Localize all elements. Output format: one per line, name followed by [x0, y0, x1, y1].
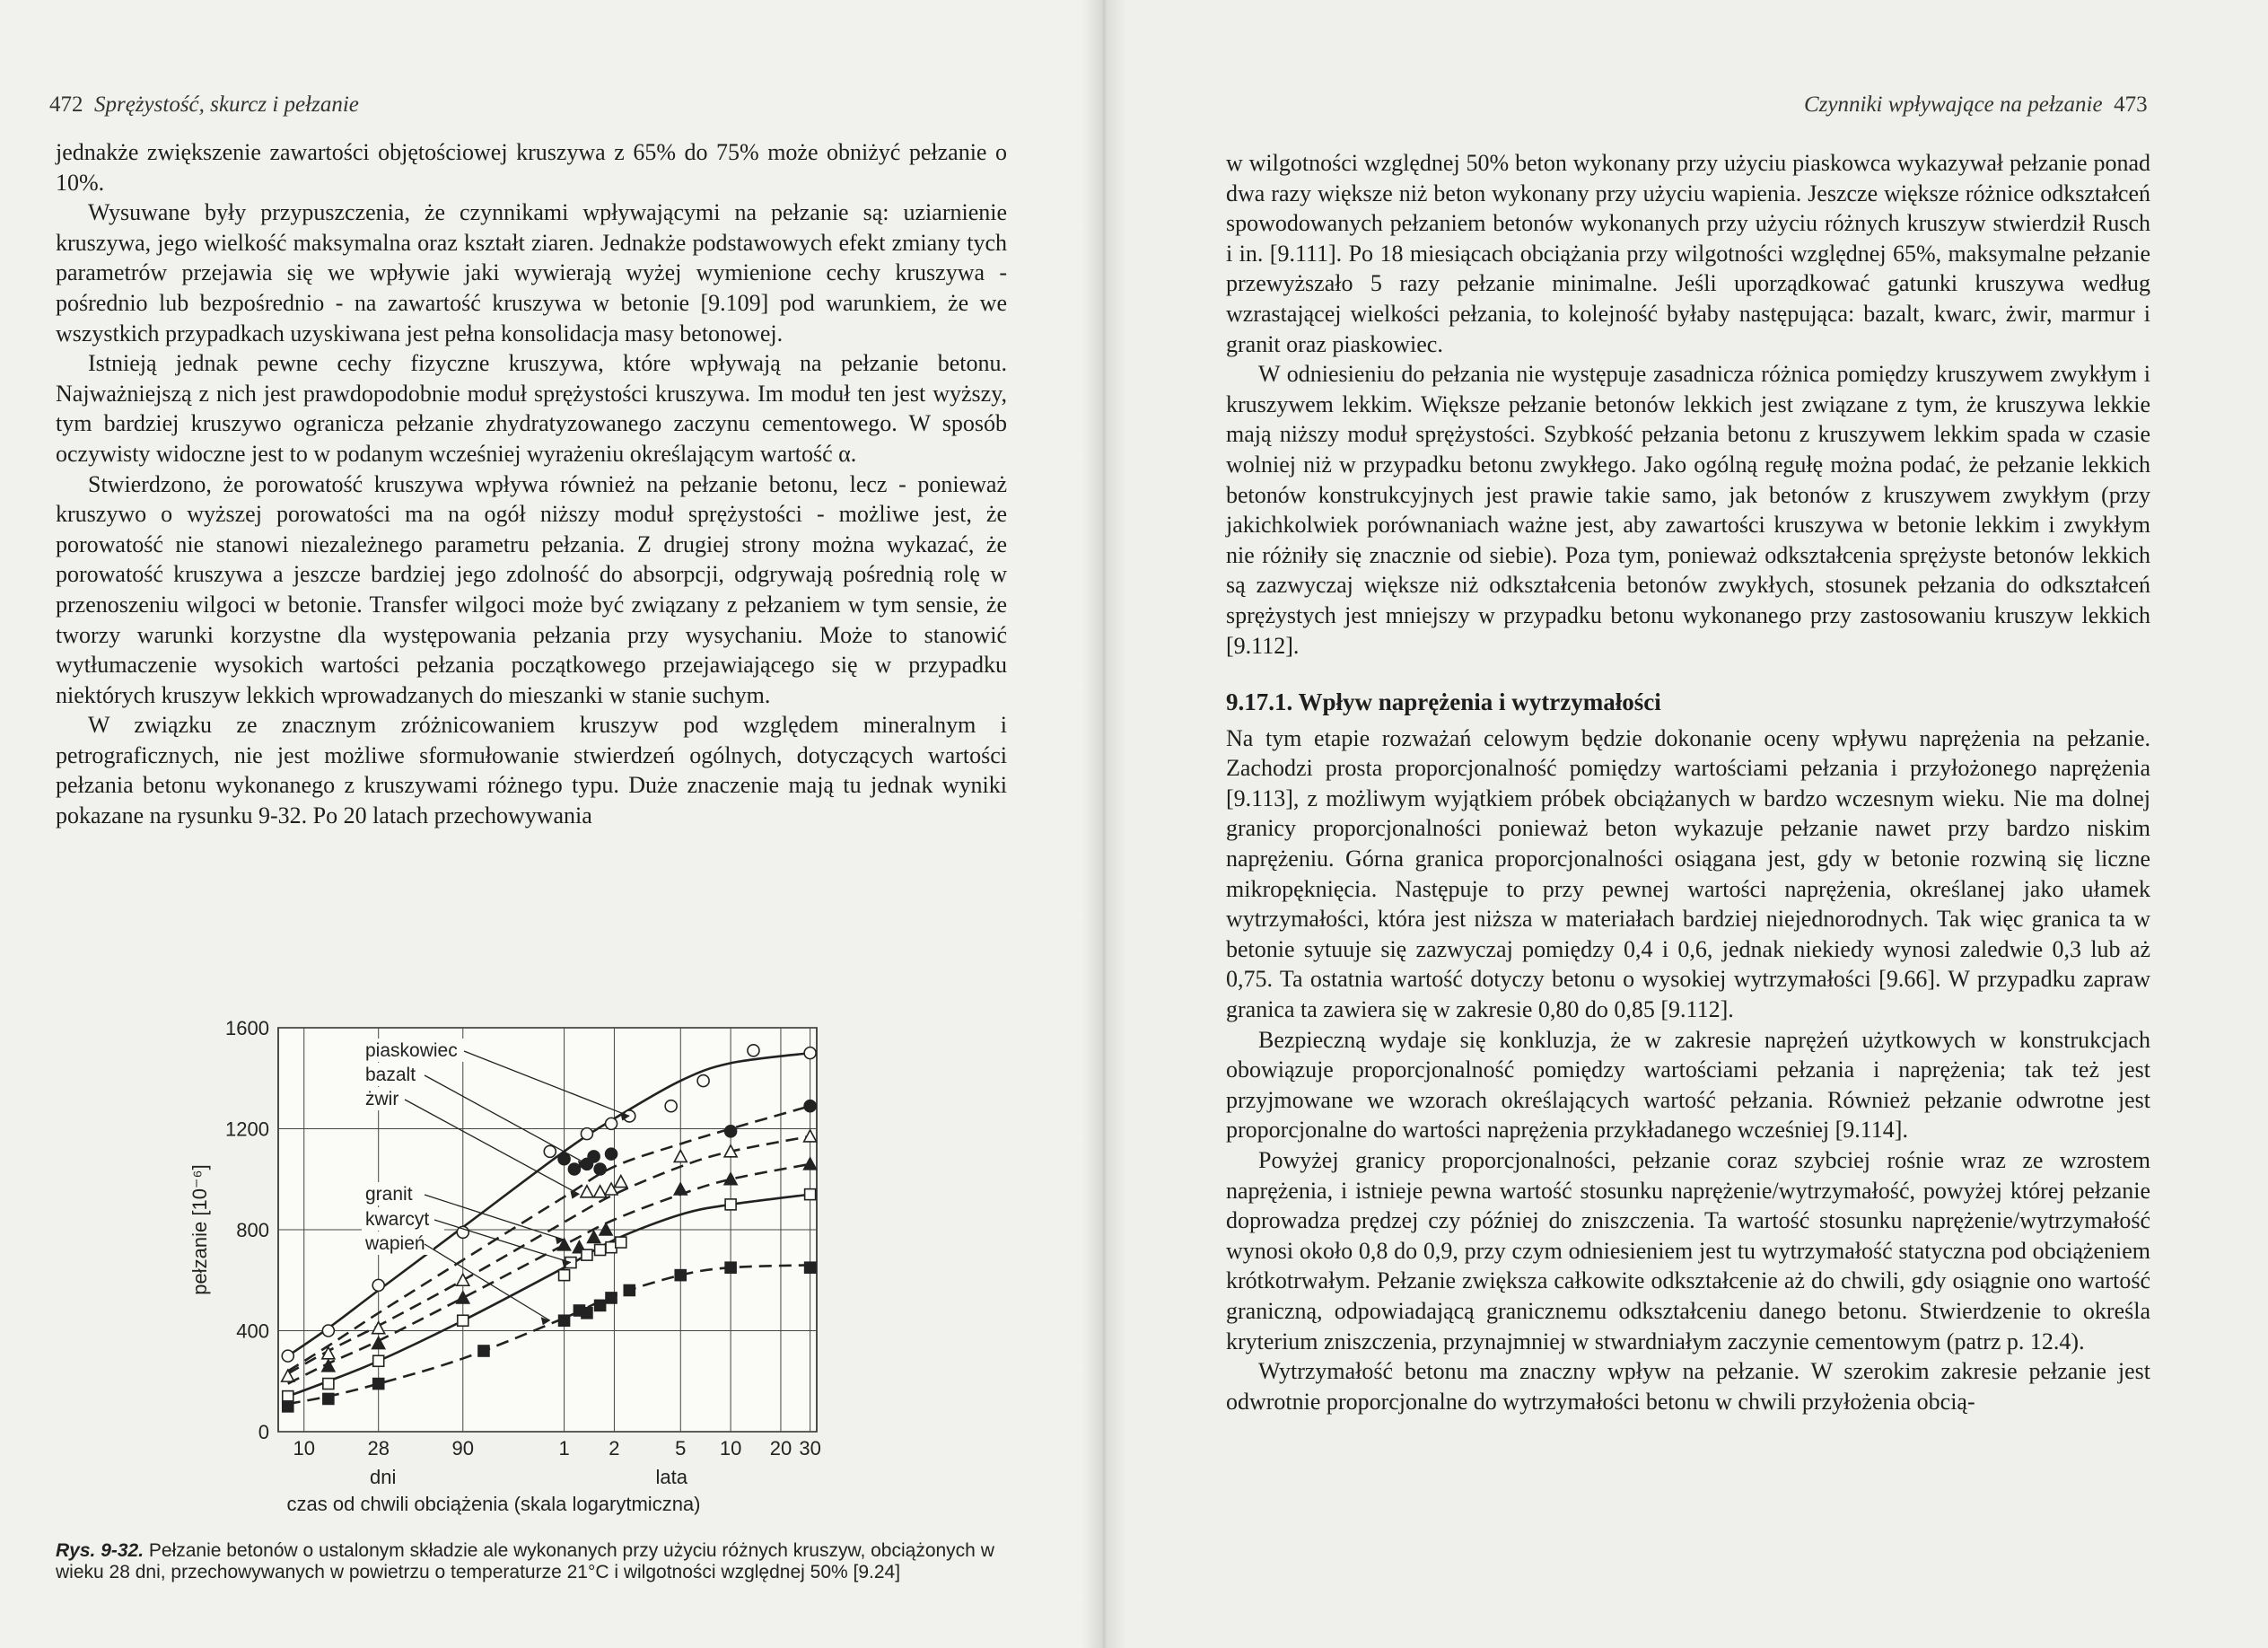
y-tick-label: 1600: [225, 1017, 269, 1039]
data-point-kwarcyt: [582, 1249, 592, 1260]
data-point-kwarcyt: [595, 1245, 606, 1256]
data-point-kwarcyt: [559, 1270, 570, 1281]
right-page: [1104, 0, 2268, 1648]
left-header-title: Sprężystość, skurcz i pełzanie: [94, 92, 359, 117]
data-point-piaskowiec: [581, 1128, 592, 1140]
data-point-bazalt: [594, 1163, 606, 1175]
legend-label-granit: granit: [365, 1184, 413, 1205]
legend-label-kwarcyt: kwarcyt: [365, 1209, 430, 1230]
legend-label-żwir: żwir: [365, 1089, 399, 1109]
x-unit-days: dni: [370, 1466, 397, 1488]
paragraph: Bezpieczną wydaje się konkluzja, że w zakresie naprężeń użytkowych w konstrukcjach obowiązuje proporcjonalność pomiędzy wartościami pełzania i naprężenia; tak też jest przyjmowane we wzorach określających wartość pełzania. Również pełzanie odwrotne jest proporcjonalne do wartości naprężenia przykładanego wcześniej [9.114].: [1226, 1026, 2150, 1144]
x-tick-label: 30: [799, 1437, 821, 1460]
data-point-wapień: [606, 1293, 617, 1303]
right-header-title: Czynniki wpływające na pełzanie: [1804, 92, 2103, 117]
data-point-kwarcyt: [323, 1379, 334, 1389]
data-point-bazalt: [558, 1153, 570, 1165]
data-point-wapień: [595, 1300, 606, 1311]
right-running-header: [1804, 92, 2148, 118]
data-point-bazalt: [804, 1100, 816, 1112]
x-tick-label: 28: [367, 1437, 390, 1460]
paragraph: W związku ze znacznym zróżnicowaniem kruszyw pod względem mineralnym i petrograficznych, nie jest możliwe sformułowanie stwierdzeń ogólnych, dotyczących wartości pełzania betonu wykonanego z kruszywami różnego typu. Duże znaczenie mają tu jednak wyniki pokazane na rysunku 9-32. Po 20 latach przechowywania: [56, 712, 1007, 829]
paragraph: Wytrzymałość betonu ma znaczny wpływ na pełzanie. W szerokim zakresie pełzanie jest odwrotnie proporcjonalne do wytrzymałości betonu w chwili przyłożenia obcią-: [1226, 1358, 2150, 1415]
book-gutter-shadow: [1081, 0, 1126, 1648]
data-point-wapień: [373, 1379, 384, 1389]
right-page-number: 473: [2114, 92, 2148, 117]
data-point-kwarcyt: [458, 1315, 468, 1326]
data-point-kwarcyt: [373, 1355, 384, 1366]
data-point-kwarcyt: [805, 1189, 816, 1200]
data-point-piaskowiec: [372, 1279, 384, 1291]
data-point-piaskowiec: [282, 1350, 293, 1362]
paragraph: W odniesieniu do pełzania nie występuje zasadnicza różnica pomiędzy kruszywem zwykłym i kruszywem lekkim. Większe pełzanie betonów lekkich jest związane z tym, że kruszywa lekkie mają niższy moduł sprężystości. Szybkość pełzania betonu z kruszywem lekkim spada w czasie wolniej niż w przypadku betonu zwykłego. Jako ogólną regułę można podać, że pełzanie lekkich betonów konstrukcyjnych jest prawie takie samo, jak betonów z kruszywem zwykłym (przy jakichkolwiek porównaniach ważne jest, aby zawartości kruszywa w betonie lekkim i zwykłym nie różniły się znacznie od siebie). Poza tym, ponieważ odkształcenia sprężyste betonów lekkich są zazwyczaj większe niż odkształcenia betonów zwykłych, stosunek pełzania do odkształceń sprężystych jest mniejszy w przypadku betonu wykonanego przy zastosowaniu kruszyw lekkich [9.112].: [1226, 361, 2150, 659]
legend-label-bazalt: bazalt: [365, 1065, 416, 1085]
left-running-header: [49, 92, 359, 118]
x-axis-label: czas od chwili obciążenia (skala logarytmiczna): [286, 1493, 701, 1515]
data-point-kwarcyt: [616, 1237, 626, 1248]
paragraph: Stwierdzono, że porowatość kruszywa wpływa również na pełzanie betonu, lecz - ponieważ kruszywo o wyższej porowatości ma na ogół niższy moduł sprężystości - możliwe jest, że porowatość nie stanowi niezależnego parametru pełzania. Z drugiej strony można wykazać, że porowatość kruszywa a jeszcze bardziej jego zdolność do absorpcji, odgrywają pośrednią rolę w przenoszeniu wilgoci w betonie. Transfer wilgoci może być związany z pełzaniem w tym sensie, że tworzy warunki korzystne dla występowania pełzania przy wysychaniu. Może to stanowić wytłumaczenie wysokich wartości pełzania początkowego przejawiającego się w przypadku niektórych kruszyw lekkich wprowadzanych do mieszanki w stanie suchym.: [56, 470, 1007, 708]
data-point-wapień: [624, 1285, 635, 1296]
figure-label: Rys. 9-32.: [56, 1540, 144, 1561]
x-tick-label: 2: [609, 1437, 620, 1460]
data-point-wapień: [323, 1393, 334, 1404]
x-tick-label: 10: [293, 1437, 315, 1460]
data-point-kwarcyt: [725, 1199, 736, 1210]
paragraph: Na tym etapie rozważań celowym będzie dokonanie oceny wpływu naprężenia na pełzanie. Zachodzi prosta proporcjonalność pomiędzy wartościami pełzania i przyłożonego naprężenia [9.113], z możliwym wyjątkiem próbek obciążanych w bardzo wczesnym wieku. Nie ma dolnej granicy proporcjonalności ponieważ beton wykazuje pełzanie nawet przy bardzo niskim naprężeniu. Górna granica proporcjonalności osiągana jest, gdy w betonie rozwiną się liczne mikropęknięcia. Następuje to przy pewnej wartości naprężenia, określanej jako ułamek wytrzymałości, która jest niższa w materiałach bardziej niejednorodnych. Tak więc granica ta w betonie sytuuje się zazwyczaj pomiędzy 0,4 i 0,6, jednak niekiedy wynosi zaledwie 0,3 lub aż 0,75. Ta ostatnia wartość dotyczy betonu o wysokiej wytrzymałości [9.66]. W przypadku zapraw granica ta zawiera się w zakresie 0,80 do 0,85 [9.112].: [1226, 724, 2150, 1023]
paragraph: w wilgotności względnej 50% beton wykonany przy użyciu piaskowca wykazywał pełzanie ponad dwa razy większe niż beton wykonany przy użyciu wapienia. Jeszcze większe różnice odkształceń spowodowanych pełzaniem betonów wykonanych przy użyciu różnych kruszyw stwierdził Rusch i in. [9.111]. Po 18 miesiącach obciążania przy wilgotności względnej 65%, maksymalne pełzanie przewyższało 5 razy pełzanie minimalne. Jeśli uporządkować gatunki kruszywa według wzrastającej wielkości pełzania, to kolejność byłaby następująca: bazalt, kwarc, żwir, marmur i granit oraz piaskowiec.: [1226, 150, 2150, 357]
creep-chart: [153, 992, 889, 1548]
data-point-piaskowiec: [697, 1075, 709, 1087]
x-unit-years: lata: [655, 1466, 687, 1488]
data-point-bazalt: [588, 1151, 600, 1162]
data-point-kwarcyt: [283, 1391, 293, 1402]
left-page: [0, 0, 1104, 1648]
data-point-wapień: [725, 1262, 736, 1273]
x-tick-label: 5: [675, 1437, 687, 1460]
paragraph: Istnieją jednak pewne cechy fizyczne kruszywa, które wpływają na pełzanie betonu. Najważniejszą z nich jest prawdopodobnie moduł sprężystości kruszywa. Im moduł ten jest wyższy, tym bardziej kruszywo ogranicza pełzanie zhydratyzowanego zaczynu cementowego. W sposób oczywisty widoczne jest to w podanym wcześniej wyrażeniu określającym wartość α.: [56, 350, 1007, 467]
data-point-wapień: [582, 1308, 592, 1319]
y-tick-label: 400: [236, 1319, 269, 1343]
data-point-bazalt: [606, 1148, 617, 1160]
figure-caption-text: Pełzanie betonów o ustalonym składzie ale wykonanych przy użyciu różnych kruszyw, obciążonych w wieku 28 dni, przechowywanych w powietrzu o temperaturze 21°C i wilgotności względnej 50% [9.24]: [56, 1540, 994, 1582]
paragraph: Powyżej granicy proporcjonalności, pełzanie coraz szybciej rośnie wraz ze wzrostem naprężenia, i istnieje pewna wartość stosunku naprężenie/wytrzymałość, powyżej której pełzanie doprowadza prędzej czy później do zniszczenia. Ta wartość stosunku naprężenie/wytrzymałość wynosi około 0,8 do 0,9, przy czym odniesieniem jest tu wytrzymałość statyczna pod obciążeniem krótkotrwałym. Pełzanie zwiększa całkowite odkształcenie aż do chwili, gdy osiągnie ono wartość graniczną, odpowiadającą granicznemu odkształceniu danego betonu. Stwierdzenie to określa kryterium zniszczenia, przynajmniej w stwardniałym zaczynie cementowym (patrz p. 12.4).: [1226, 1147, 2150, 1354]
left-page-number: 472: [49, 92, 83, 117]
data-point-wapień: [675, 1270, 686, 1281]
right-body-text: [1226, 148, 2150, 1416]
data-point-piaskowiec: [457, 1226, 468, 1238]
y-tick-label: 1200: [225, 1118, 269, 1141]
data-point-bazalt: [725, 1126, 737, 1137]
chart-svg: [153, 992, 889, 1548]
data-point-piaskowiec: [606, 1118, 617, 1129]
y-tick-label: 0: [258, 1421, 269, 1443]
figure-caption: [56, 1540, 1007, 1583]
y-tick-label: 800: [236, 1219, 269, 1241]
x-tick-label: 20: [769, 1437, 792, 1460]
data-point-piaskowiec: [322, 1325, 334, 1337]
section-heading: 9.17.1. Wpływ naprężenia i wytrzymałości: [1226, 688, 1661, 716]
legend-label-piaskowiec: piaskowiec: [365, 1040, 458, 1061]
data-point-piaskowiec: [665, 1100, 677, 1112]
x-tick-label: 1: [558, 1437, 570, 1460]
x-tick-label: 90: [451, 1437, 475, 1460]
data-point-piaskowiec: [804, 1048, 816, 1059]
data-point-piaskowiec: [748, 1045, 759, 1056]
data-point-wapień: [283, 1401, 293, 1412]
x-tick-label: 10: [719, 1437, 742, 1460]
data-point-wapień: [478, 1346, 489, 1356]
data-point-wapień: [559, 1315, 570, 1326]
paragraph: Wysuwane były przypuszczenia, że czynnikami wpływającymi na pełzanie są: uziarnienie kruszywa, jego wielkość maksymalna oraz kształt ziaren. Jednakże podstawowych efekt zmiany tych parametrów przejawia się we wpływie jaki wywierają wyżej wymienione cechy kruszywa - pośrednio lub bezpośrednio - na zawartość kruszywa w betonie [9.109] pod warunkiem, że we wszystkich przypadkach uzyskiwana jest pełna konsolidacja masy betonowej.: [56, 199, 1007, 346]
data-point-bazalt: [568, 1163, 580, 1175]
legend-label-wapień: wapień: [365, 1233, 425, 1254]
y-axis-label: pełzanie [10⁻⁶]: [188, 1164, 211, 1295]
left-body-text: [56, 137, 1007, 831]
paragraph: jednakże zwiększenie zawartości objętościowej kruszywa z 65% do 75% może obniżyć pełzanie o 10%.: [56, 139, 1007, 196]
data-point-piaskowiec: [544, 1145, 556, 1157]
data-point-wapień: [805, 1262, 816, 1273]
